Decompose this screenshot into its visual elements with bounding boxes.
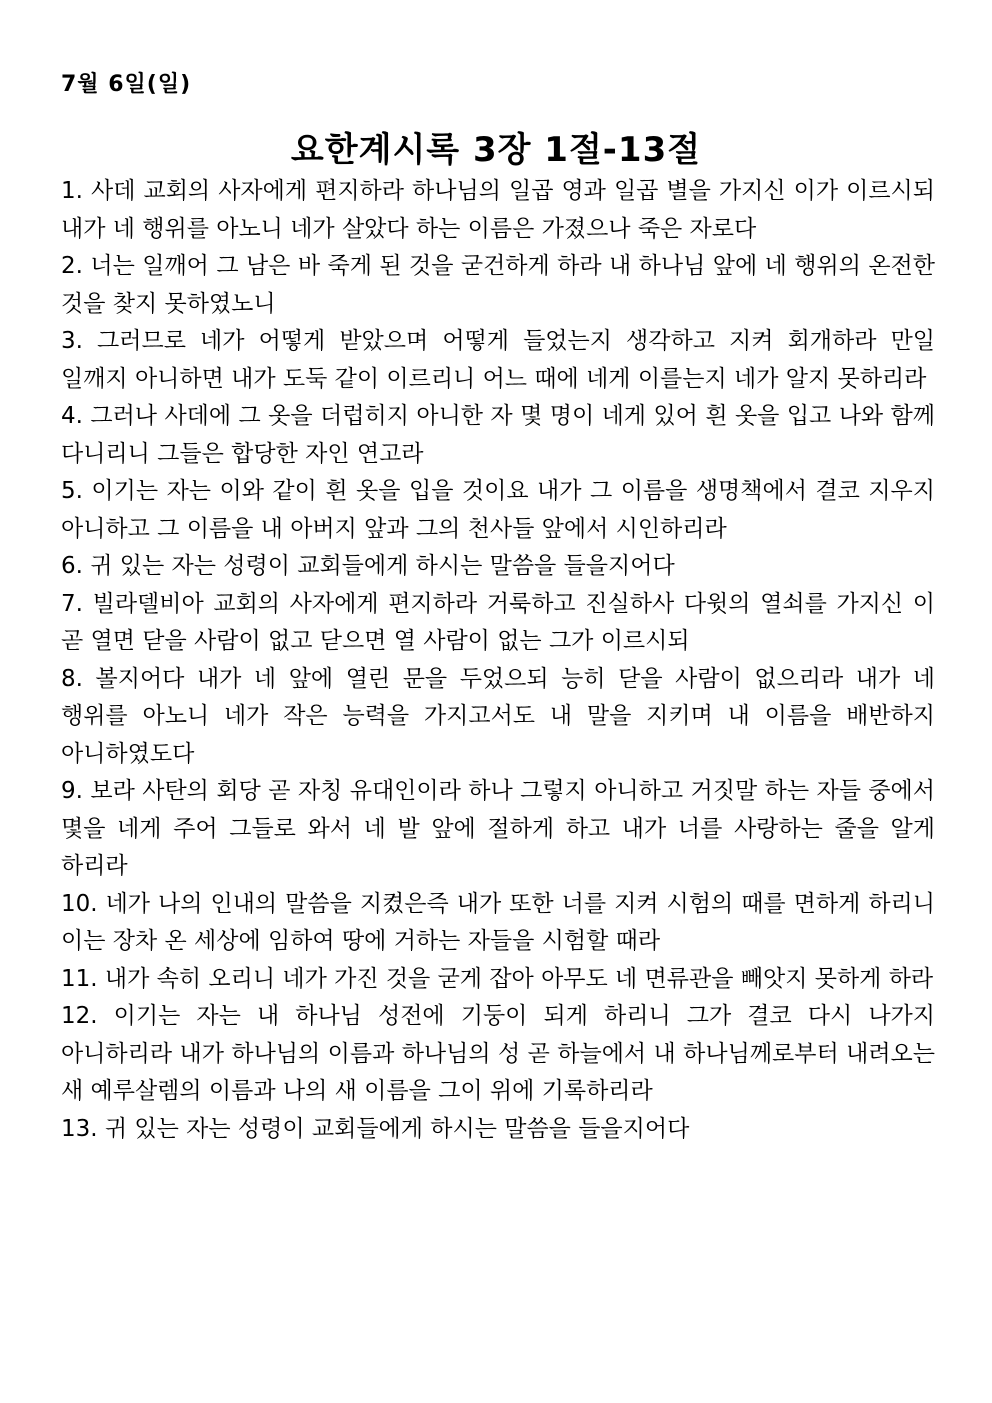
verse-12: 12. 이기는 자는 내 하나님 성전에 기둥이 되게 하리니 그가 결코 다시 나가지 아니하리라 내가 하나님의 이름과 하나님의 성 곧 하늘에서 내 하나님께로부터 내려오는 새 예루살렘의 이름과 나의 새 이름을 그이 위에 기록하리라 [61, 1003, 935, 1104]
verse-3: 3. 그러므로 네가 어떻게 받았으며 어떻게 들었는지 생각하고 지켜 회개하라 만일 일깨지 아니하면 내가 도둑 같이 이르리니 어느 때에 네게 이를는지 네가 알지 못하리라 [61, 328, 935, 392]
date-heading: 7월 6일(일) [61, 72, 192, 97]
verse-6: 6. 귀 있는 자는 성령이 교회들에게 하시는 말씀을 들을지어다 [61, 553, 675, 579]
verse-2: 2. 너는 일깨어 그 남은 바 죽게 된 것을 굳건하게 하라 내 하나님 앞에 네 행위의 온전한 것을 찾지 못하였노니 [61, 253, 935, 317]
verse-7: 7. 빌라델비아 교회의 사자에게 편지하라 거룩하고 진실하사 다윗의 열쇠를 가지신 이 곧 열면 닫을 사람이 없고 닫으면 열 사람이 없는 그가 이르시되 [61, 590, 935, 654]
verse-11: 11. 내가 속히 오리니 네가 가진 것을 굳게 잡아 아무도 네 면류관을 빼앗지 못하게 하라 [61, 965, 934, 992]
verse-10: 10. 네가 나의 인내의 말씀을 지켰은즉 내가 또한 너를 지켜 시험의 때를 면하게 하리니 이는 장차 온 세상에 임하여 땅에 거하는 자들을 시험할 때라 [61, 890, 935, 954]
page-title: 요한계시록 3장 1절-13절 [290, 130, 702, 170]
verse-list [61, 173, 935, 1148]
verse-8: 8. 볼지어다 내가 네 앞에 열린 문을 두었으되 능히 닫을 사람이 없으리라 내가 네 행위를 아노니 네가 작은 능력을 가지고서도 내 말을 지키며 내 이름을 배반하지 아니하였도다 [61, 665, 935, 767]
verse-4: 4. 그러나 사데에 그 옷을 더럽히지 아니한 자 몇 명이 네게 있어 흰 옷을 입고 나와 함께 다니리니 그들은 합당한 자인 연고라 [61, 403, 935, 467]
verse-5: 5. 이기는 자는 이와 같이 흰 옷을 입을 것이요 내가 그 이름을 생명책에서 결코 지우지 아니하고 그 이름을 내 아버지 앞과 그의 천사들 앞에서 시인하리라 [61, 478, 935, 542]
verse-9: 9. 보라 사탄의 회당 곧 자칭 유대인이라 하나 그렇지 아니하고 거짓말 하는 자들 중에서 몇을 네게 주어 그들로 와서 네 발 앞에 절하게 하고 내가 너를 사랑하는 줄을 알게 하리라 [61, 778, 935, 879]
verse-13: 13. 귀 있는 자는 성령이 교회들에게 하시는 말씀을 들을지어다 [61, 1115, 690, 1142]
verse-1: 1. 사데 교회의 사자에게 편지하라 하나님의 일곱 영과 일곱 별을 가지신 이가 이르시되 내가 네 행위를 아노니 네가 살았다 하는 이름은 가졌으나 죽은 자로다 [61, 178, 935, 242]
